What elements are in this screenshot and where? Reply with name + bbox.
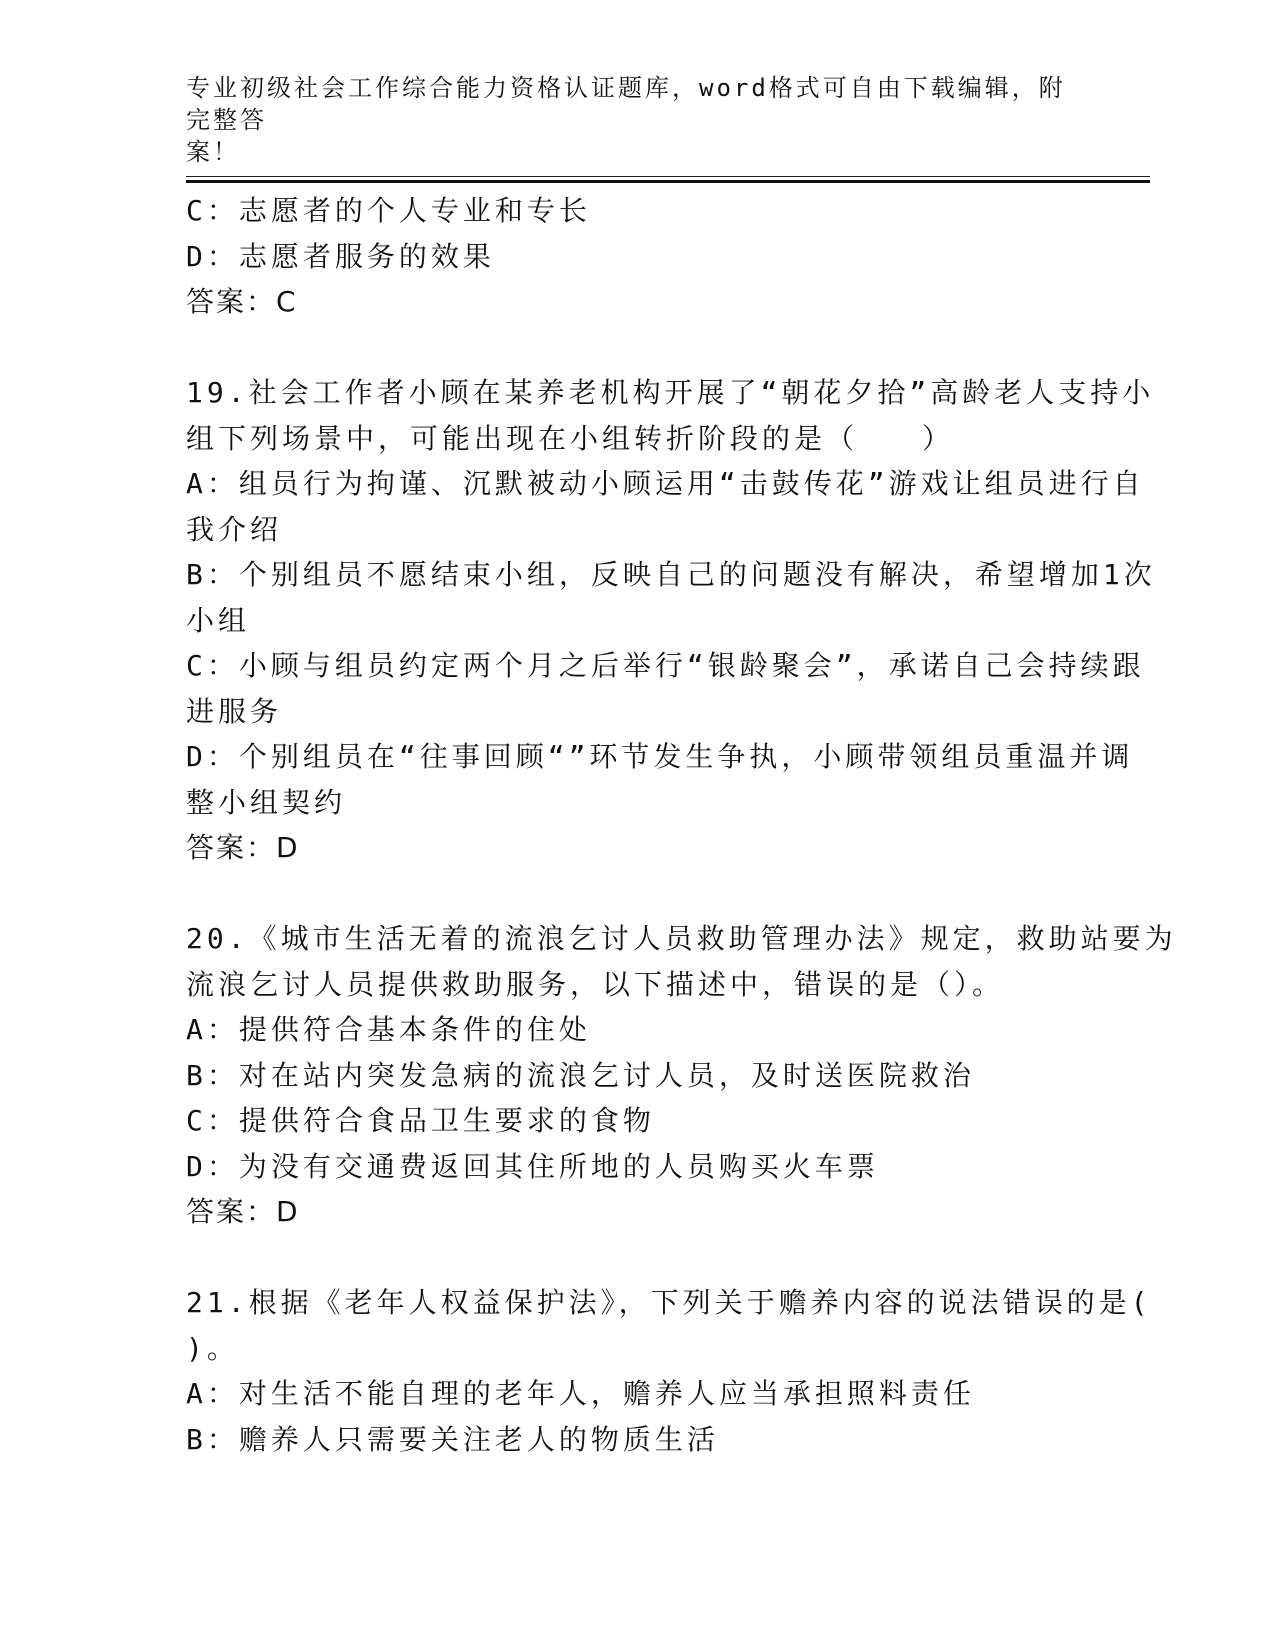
spacer	[186, 871, 1086, 917]
option-d: D：为没有交通费返回其住所地的人员购买火车票	[186, 1149, 879, 1183]
spacer	[186, 325, 1086, 371]
option-a: A：对生活不能自理的老年人，赡养人应当承担照料责任	[186, 1377, 975, 1410]
answer-label: 答案：C	[186, 285, 298, 318]
question-20	[186, 916, 1177, 1235]
header-line-1: 专业初级社会工作综合能力资格认证题库，word格式可自由下载编辑，附完整答	[186, 74, 1066, 134]
option-b-cont: 小组	[186, 603, 251, 637]
question-18-tail	[186, 188, 1086, 325]
option-d: D：志愿者服务的效果	[186, 239, 495, 273]
option-b: B：赡养人只需要关注老人的物质生活	[186, 1422, 719, 1456]
option-c-cont: 进服务	[186, 694, 283, 728]
option-b: B：对在站内突发急病的流浪乞讨人员，及时送医院救治	[186, 1058, 975, 1092]
option-c: C：提供符合食品卫生要求的食物	[186, 1104, 655, 1137]
option-b: B：个别组员不愿结束小组，反映自己的问题没有解决，希望增加1次	[186, 558, 1156, 591]
option-a: A：提供符合基本条件的住处	[186, 1013, 591, 1046]
question-stem-cont: 组下列场景中，可能出现在小组转折阶段的是（ ）	[186, 421, 955, 455]
option-a: A：组员行为拘谨、沉默被动小顾运用“击鼓传花”游戏让组员进行自	[186, 467, 1145, 500]
option-c: C：志愿者的个人专业和专长	[186, 194, 591, 227]
question-list	[186, 188, 1177, 1462]
question-stem: 19.社会工作者小顾在某养老机构开展了“朝花夕拾”高龄老人支持小	[186, 376, 1155, 409]
answer-label: 答案：D	[186, 831, 300, 864]
option-a-cont: 我介绍	[186, 512, 283, 546]
spacer	[186, 1235, 1086, 1281]
header-line-2: 案！	[186, 138, 240, 166]
question-21	[186, 1280, 1152, 1462]
option-d: D：个别组员在“往事回顾“”环节发生争执，小顾带领组员重温并调	[186, 740, 1134, 773]
question-stem: 20.《城市生活无着的流浪乞讨人员救助管理办法》规定，救助站要为	[186, 922, 1177, 955]
option-d-cont: 整小组契约	[186, 785, 347, 819]
answer-label: 答案：D	[186, 1195, 300, 1228]
question-stem-cont: 流浪乞讨人员提供救助服务，以下描述中，错误的是（）。	[186, 967, 1005, 1001]
page-header	[186, 72, 1066, 168]
header-divider-thick	[186, 180, 1150, 183]
question-19	[186, 370, 1156, 871]
option-c: C：小顾与组员约定两个月之后举行“银龄聚会”，承诺自己会持续跟	[186, 649, 1145, 682]
question-stem-cont: )。	[186, 1331, 239, 1365]
question-stem: 21.根据《老年人权益保护法》，下列关于赡养内容的说法错误的是(	[186, 1286, 1152, 1319]
header-divider-thin	[186, 176, 1150, 177]
